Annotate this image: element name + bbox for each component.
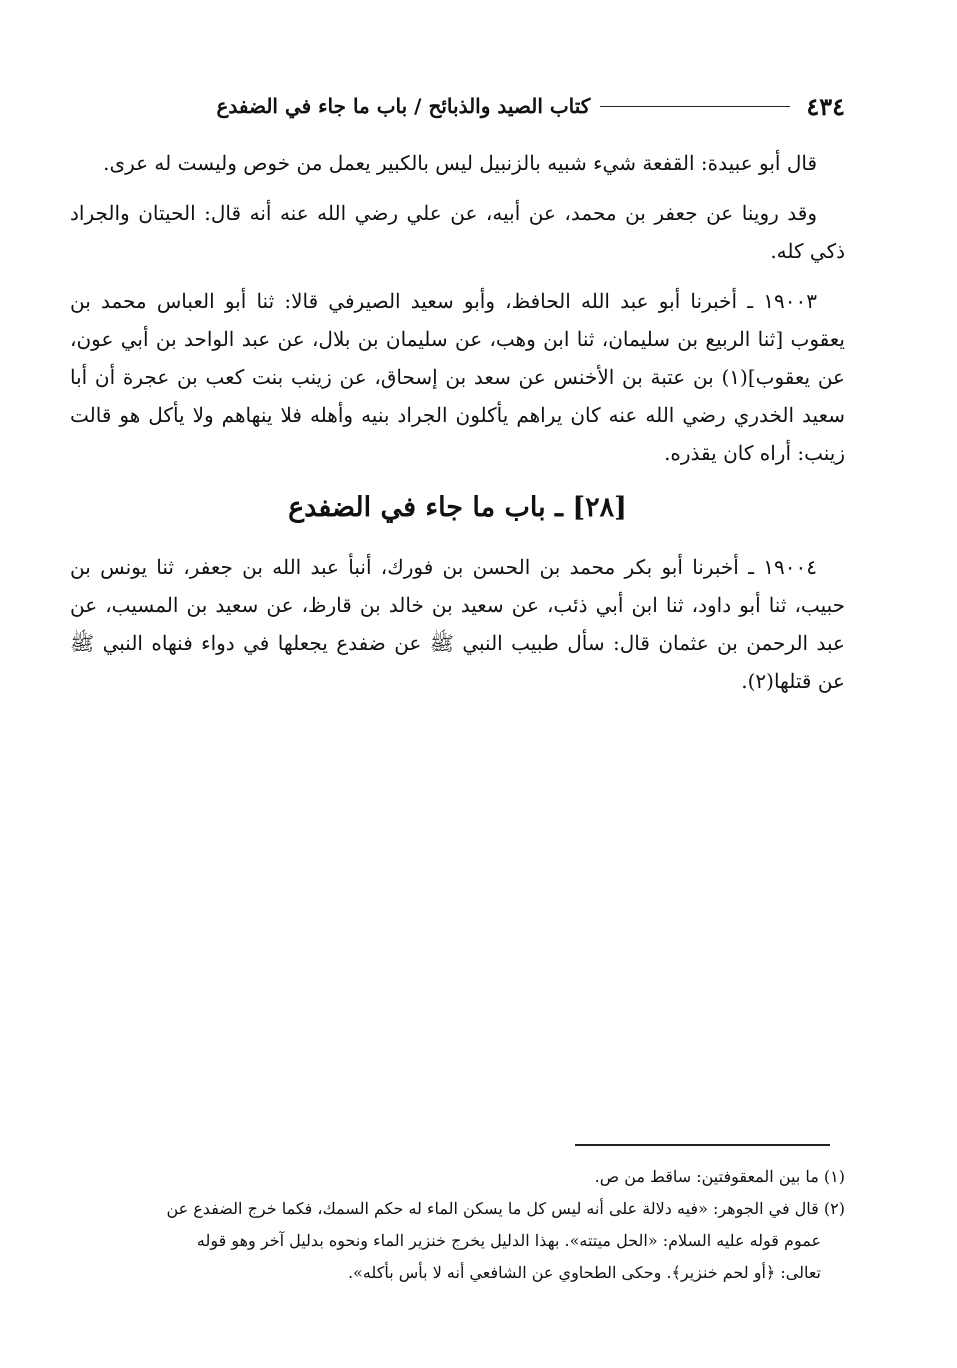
footnote-2: (٢) قال في الجوهر: «فيه دلالة على أنه ليس كل ما يسكن الماء له حكم السمك، فكما خرج الضفدع عن xyxy=(166,1199,845,1218)
page-number: ٤٣٤ xyxy=(806,91,845,121)
header-rule xyxy=(600,106,790,107)
book-page xyxy=(70,80,845,1320)
chapter-heading: [٢٨] ـ باب ما جاء في الضفدع xyxy=(288,492,627,523)
footnote-1: (١) ما بين المعقوفتين: ساقط من ص. xyxy=(594,1167,845,1186)
main-text xyxy=(70,144,845,712)
hadith-19004: ١٩٠٠٤ ـ أخبرنا أبو بكر محمد بن الحسن بن فورك، أنبأ عبد الله بن جعفر، ثنا يونس بن حبيب، ثنا أبو داود، ثنا ابن أبي ذئب، عن سعيد بن خالد بن قارظ، عن سعيد بن المسيب، عن عبد الرحمن بن عثمان قال: سأل طبيب النبي ﷺ عن ضفدع يجعلها في دواء فنهاه النبي ﷺ عن قتلها(٢). xyxy=(70,555,846,693)
footnotes xyxy=(70,1162,845,1290)
running-title: كتاب الصيد والذبائح / باب ما جاء في الضفدع xyxy=(216,94,591,118)
footnote-2-line-2: عموم قوله عليه السلام: «الحل ميتته». بهذا الدليل يخرج خنزير الماء ونحوه بدليل آخر وهو قوله xyxy=(196,1231,821,1250)
hadith-19003: ١٩٠٠٣ ـ أخبرنا أبو عبد الله الحافظ، وأبو سعيد الصيرفي قالا: ثنا أبو العباس محمد بن يعقوب [ثنا الربيع بن سليمان، ثنا ابن وهب، عن سليمان بن بلال، عن عبد الواحد بن أبي عون، عن يعقوب](١) بن عتبة بن الأخنس عن سعد بن إسحاق، عن زينب بنت كعب بن عجرة أن أبا سعيد الخدري رضي الله عنه كان يراهم يأكلون الجراد بنيه وأهله فلا ينهاهم ولا يأكل هو قالت زينب: أراه كان يقذره. xyxy=(70,289,845,465)
footnote-2-line-3: تعالى: ﴿أو لحم خنزير﴾. وحكى الطحاوي عن الشافعي أنه لا بأس بأكله». xyxy=(347,1263,821,1282)
paragraph-jafar: وقد روينا عن جعفر بن محمد، عن أبيه، عن علي رضي الله عنه أنه قال: الحيتان والجراد ذكي كله. xyxy=(70,201,845,263)
footnote-divider xyxy=(575,1144,830,1146)
page-header xyxy=(70,88,845,124)
paragraph-abu-ubaida: قال أبو عبيدة: القفعة شيء شبيه بالزنبيل ليس بالكبير يعمل من خوص وليست له عرى. xyxy=(103,151,817,175)
